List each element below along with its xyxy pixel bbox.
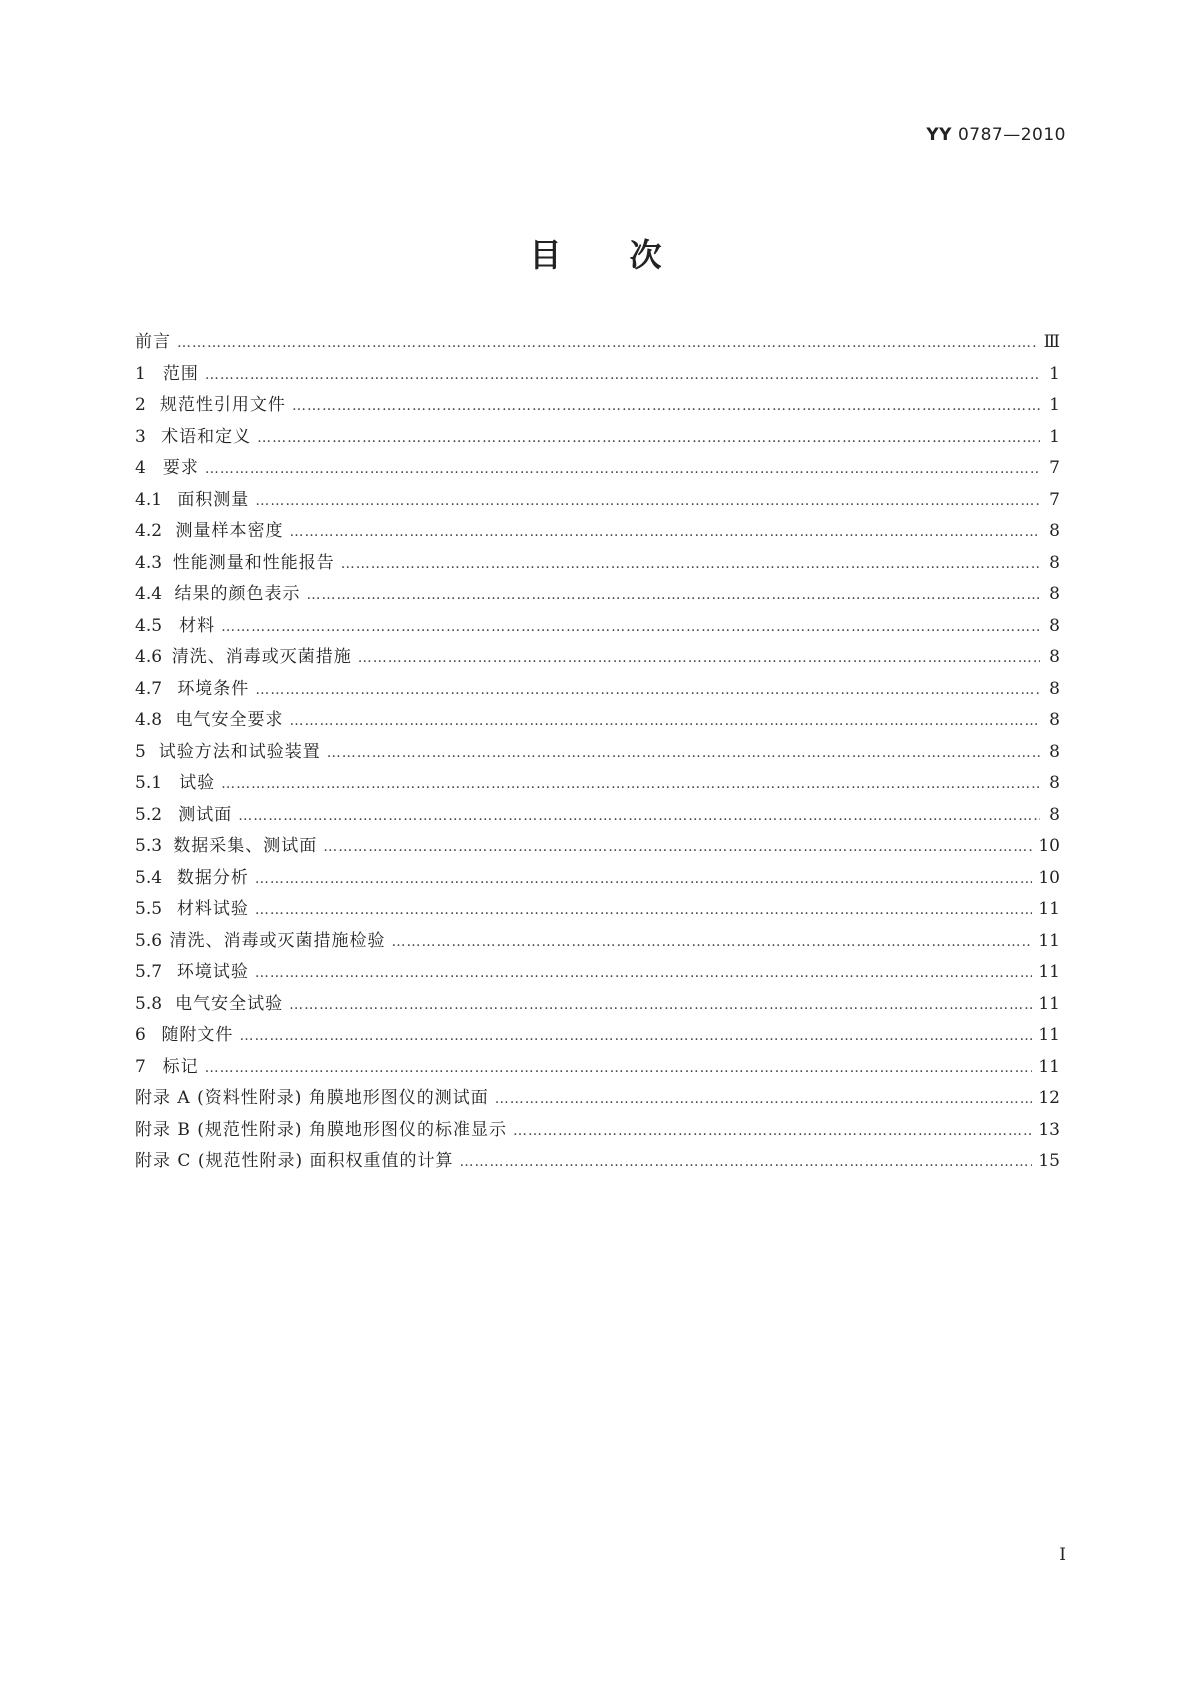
toc-dot-leader — [205, 1053, 1033, 1085]
toc-entry-number: 4 — [135, 458, 146, 478]
toc-entry-page: 12 — [1038, 1088, 1060, 1108]
toc-entry[interactable] — [135, 674, 1060, 706]
standard-code — [926, 125, 1066, 145]
toc-entry[interactable] — [135, 642, 1060, 674]
toc-entry[interactable] — [135, 422, 1060, 454]
toc-dot-leader — [255, 958, 1032, 990]
toc-entry[interactable] — [135, 863, 1060, 895]
title-part-2: 次 — [629, 236, 662, 274]
toc-dot-leader — [205, 360, 1040, 392]
toc-entry-page: 8 — [1049, 552, 1060, 573]
toc-dot-leader — [177, 328, 1038, 360]
toc-entry[interactable] — [135, 516, 1060, 548]
toc-entry-number: 3 — [135, 426, 146, 447]
standard-prefix: YY — [926, 125, 952, 145]
toc-entry-label: 随附文件 — [161, 1025, 234, 1045]
toc-entry[interactable] — [135, 579, 1060, 611]
toc-dot-leader — [358, 643, 1040, 675]
toc-entry-label: 材料 — [179, 615, 216, 636]
toc-entry-number: 4.8 — [135, 710, 163, 730]
toc-dot-leader — [323, 832, 1032, 864]
toc-dot-leader — [289, 990, 1032, 1022]
toc-entry[interactable] — [135, 768, 1060, 800]
toc-entry-label: 数据采集、测试面 — [173, 836, 318, 856]
toc-entry-number: 5 — [135, 741, 146, 762]
toc-dot-leader — [257, 423, 1040, 455]
toc-entry-label: 性能测量和性能报告 — [172, 552, 335, 573]
toc-entry[interactable] — [135, 705, 1060, 737]
toc-entry-number: 4.1 — [135, 489, 163, 510]
toc-entry[interactable] — [135, 1083, 1060, 1115]
toc-entry-number: 6 — [135, 1025, 146, 1045]
toc-entry-page: 11 — [1038, 1056, 1060, 1077]
toc-entry-label: 规范性引用文件 — [159, 395, 286, 415]
toc-dot-leader — [341, 549, 1040, 581]
toc-entry[interactable] — [135, 737, 1060, 769]
toc-entry-number: 5.5 — [135, 899, 163, 919]
toc-entry-label: 附录 C (规范性附录) 面积权重值的计算 — [135, 1151, 454, 1171]
toc-entry-page: 8 — [1049, 741, 1060, 762]
toc-entry[interactable] — [135, 1052, 1060, 1084]
toc-entry-number: 5.8 — [135, 993, 163, 1014]
toc-entry-label: 清洗、消毒或灭菌措施检验 — [169, 930, 386, 951]
toc-entry-page: 10 — [1038, 867, 1060, 888]
toc-entry-number: 5.7 — [135, 962, 163, 982]
toc-entry-page: 8 — [1049, 647, 1060, 667]
toc-entry-number: 4.6 — [135, 647, 163, 667]
toc-entry-page: 1 — [1049, 363, 1060, 384]
title-part-1: 目 — [529, 236, 562, 274]
toc-dot-leader — [459, 1147, 1032, 1179]
toc-entry-label: 清洗、消毒或灭菌措施 — [171, 647, 352, 667]
toc-entry-label: 环境条件 — [177, 678, 250, 699]
toc-entry-page: 11 — [1038, 1025, 1060, 1045]
toc-entry[interactable] — [135, 894, 1060, 926]
toc-entry-label: 环境试验 — [176, 962, 249, 982]
toc-entry[interactable] — [135, 1115, 1060, 1147]
toc-entry[interactable] — [135, 548, 1060, 580]
toc-entry-label: 测量样本密度 — [175, 521, 284, 541]
toc-dot-leader — [513, 1116, 1032, 1148]
toc-dot-leader — [205, 454, 1040, 486]
standard-number: 0787—2010 — [957, 125, 1066, 145]
toc-entry-number: 5.1 — [135, 773, 163, 793]
toc-entry-label: 材料试验 — [176, 899, 249, 919]
toc-dot-leader — [255, 864, 1032, 896]
toc-entry[interactable] — [135, 926, 1060, 958]
toc-entry-label: 标记 — [162, 1056, 199, 1077]
toc-entry[interactable] — [135, 1020, 1060, 1052]
toc-entry-number: 4.7 — [135, 678, 163, 699]
toc-entry-page: 8 — [1049, 521, 1060, 541]
toc-dot-leader — [238, 801, 1040, 833]
toc-entry-page: Ⅲ — [1043, 332, 1060, 352]
toc-dot-leader — [307, 580, 1040, 612]
toc-dot-leader — [221, 769, 1040, 801]
toc-entry-page: 8 — [1049, 804, 1060, 825]
toc-entry-number: 1 — [135, 363, 146, 384]
toc-entry-page: 10 — [1038, 836, 1060, 856]
toc-dot-leader — [292, 391, 1040, 423]
toc-entry-label: 测试面 — [178, 804, 233, 825]
toc-entry-label: 电气安全要求 — [175, 710, 284, 730]
toc-dot-leader — [255, 675, 1040, 707]
toc-entry-number: 4.2 — [135, 521, 163, 541]
toc-entry-number: 7 — [135, 1056, 146, 1077]
toc-entry-number: 5.6 — [135, 930, 163, 951]
toc-entry-number: 2 — [135, 395, 146, 415]
toc-entry[interactable] — [135, 800, 1060, 832]
toc-entry[interactable] — [135, 390, 1060, 422]
toc-entry[interactable] — [135, 327, 1060, 359]
toc-entry-number: 5.4 — [135, 867, 163, 888]
toc-dot-leader — [221, 612, 1040, 644]
toc-entry-page: 11 — [1038, 899, 1060, 919]
toc-entry-label: 试验 — [179, 773, 216, 793]
toc-entry-page: 8 — [1049, 584, 1060, 604]
page-title — [0, 230, 1191, 276]
toc-entry-label: 术语和定义 — [161, 426, 252, 447]
toc-entry-page: 1 — [1049, 395, 1060, 415]
toc-entry-label: 电气安全试验 — [175, 993, 284, 1014]
toc-entry-page: 11 — [1038, 993, 1060, 1014]
toc-entry-number: 5.3 — [135, 836, 163, 856]
toc-entry[interactable] — [135, 485, 1060, 517]
toc-dot-leader — [289, 517, 1040, 549]
toc-entry-label: 结果的颜色表示 — [174, 584, 301, 604]
toc-dot-leader — [289, 706, 1040, 738]
toc-entry-label: 数据分析 — [176, 867, 249, 888]
toc-entry[interactable] — [135, 453, 1060, 485]
toc-entry-page: 8 — [1049, 678, 1060, 699]
toc-entry-page: 15 — [1038, 1151, 1060, 1171]
toc-entry-page: 8 — [1049, 615, 1060, 636]
toc-entry-page: 11 — [1038, 962, 1060, 982]
toc-dot-leader — [255, 486, 1040, 518]
toc-entry-label: 附录 A (资料性附录) 角膜地形图仪的测试面 — [135, 1088, 489, 1108]
toc-entry-page: 8 — [1049, 710, 1060, 730]
toc-entry[interactable] — [135, 831, 1060, 863]
toc-entry-label: 附录 B (规范性附录) 角膜地形图仪的标准显示 — [135, 1119, 507, 1140]
toc-entry-label: 前言 — [135, 332, 171, 352]
toc-entry-label: 面积测量 — [177, 489, 250, 510]
toc-entry-number: 5.2 — [135, 804, 163, 825]
toc-dot-leader — [327, 738, 1040, 770]
toc-entry-page: 11 — [1038, 930, 1060, 951]
toc-dot-leader — [495, 1084, 1033, 1116]
toc-dot-leader — [255, 895, 1032, 927]
toc-entry[interactable] — [135, 1146, 1060, 1178]
toc-dot-leader — [239, 1021, 1032, 1053]
toc-entry[interactable] — [135, 957, 1060, 989]
toc-entry-label: 试验方法和试验装置 — [158, 741, 321, 762]
toc-entry-number: 4.4 — [135, 584, 163, 604]
toc-dot-leader — [392, 927, 1033, 959]
toc-entry[interactable] — [135, 359, 1060, 391]
toc-entry-page: 1 — [1049, 426, 1060, 447]
toc-entry-page: 13 — [1038, 1119, 1060, 1140]
table-of-contents — [135, 327, 1060, 1178]
toc-entry-page: 7 — [1049, 489, 1060, 510]
toc-entry[interactable] — [135, 611, 1060, 643]
toc-entry-number: 4.3 — [135, 552, 163, 573]
page-number: I — [1059, 1545, 1066, 1565]
toc-entry-label: 范围 — [162, 363, 199, 384]
toc-entry-label: 要求 — [162, 458, 199, 478]
toc-entry-page: 8 — [1049, 773, 1060, 793]
toc-entry[interactable] — [135, 989, 1060, 1021]
toc-entry-number: 4.5 — [135, 615, 163, 636]
toc-entry-page: 7 — [1049, 458, 1060, 478]
